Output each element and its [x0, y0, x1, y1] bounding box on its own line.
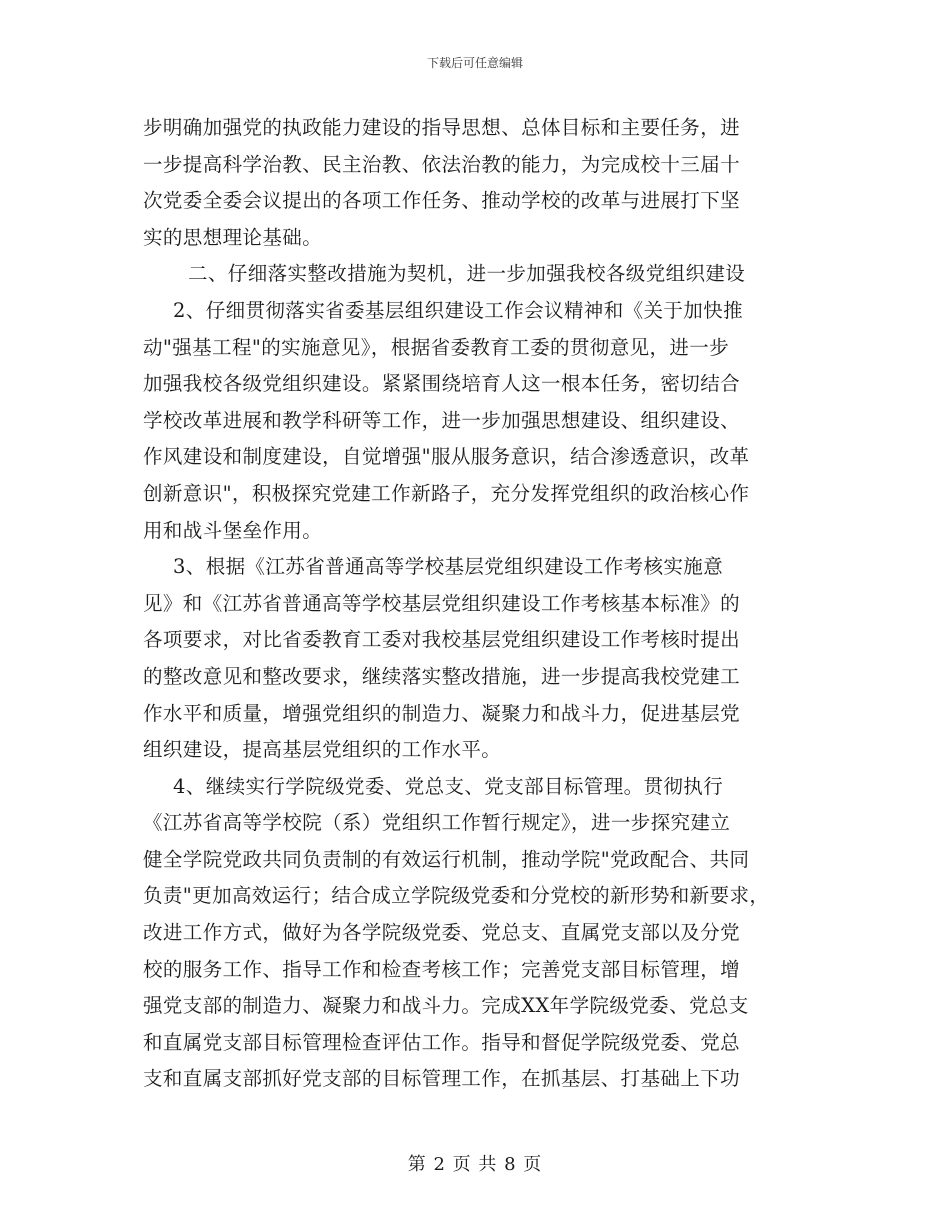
text-line: 次党委全委会议提出的各项工作任务、推动学校的改革与进展打下坚	[143, 189, 741, 213]
text-line: 的整改意见和整改要求，继续落实整改措施，进一步提高我校党建工	[143, 664, 741, 688]
section-heading: 二、仔细落实整改措施为契机，进一步加强我校各级党组织建设	[188, 262, 746, 286]
text-line: 实的思想理论基础。	[143, 225, 323, 249]
text-line: 动"强基工程"的实施意见》，根据省委教育工委的贯彻意见，进一步	[143, 335, 730, 359]
text-line: 和直属党支部目标管理检查评估工作。指导和督促学院级党委、党总	[143, 1030, 741, 1054]
body-text	[143, 110, 823, 1098]
text-line: 3、根据《江苏省普通高等学校基层党组织建设工作考核实施意	[173, 555, 724, 579]
page-number: 第 2 页 共 8 页	[407, 1154, 543, 1175]
text-line: 加强我校各级党组织建设。紧紧围绕培育人这一根本任务，密切结合	[143, 372, 741, 396]
text-line: 见》和《江苏省普通高等学校基层党组织建设工作考核基本标准》的	[143, 591, 741, 615]
text-line: 改进工作方式，做好为各学院级党委、党总支、直属党支部以及分党	[143, 921, 741, 945]
text-line: 各项要求，对比省委教育工委对我校基层党组织建设工作考核时提出	[143, 628, 741, 652]
text-line: 作风建设和制度建设，自觉增强"服从服务意识，结合渗透意识，改革	[143, 445, 750, 469]
text-line: 组织建设，提高基层党组织的工作水平。	[143, 738, 502, 762]
text-line: 强党支部的制造力、凝聚力和战斗力。完成XX年学院级党委、党总支	[143, 994, 749, 1018]
text-line: 负责"更加高效运行；结合成立学院级党委和分党校的新形势和新要求，	[143, 884, 770, 908]
text-line: 步明确加强党的执政能力建设的指导思想、总体目标和主要任务，进	[143, 116, 741, 139]
text-line: 《江苏省高等学校院（系）党组织工作暂行规定》，进一步探究建立	[143, 811, 731, 835]
header-note: 下载后可任意编辑	[426, 56, 523, 70]
text-line: 作水平和质量，增强党组织的制造力、凝聚力和战斗力，促进基层党	[143, 701, 741, 725]
text-line: 一步提高科学治教、民主治教、依法治教的能力，为完成校十三届十	[143, 152, 741, 176]
text-line: 支和直属支部抓好党支部的目标管理工作，在抓基层、打基础上下功	[143, 1067, 741, 1091]
text-line: 健全学院党政共同负责制的有效运行机制，推动学院"党政配合、共同	[143, 847, 750, 871]
text-line: 学校改革进展和教学科研等工作，进一步加强思想建设、组织建设、	[143, 408, 741, 432]
text-line: 创新意识"，积极探究党建工作新路子，充分发挥党组织的政治核心作	[143, 481, 750, 505]
text-line: 用和战斗堡垒作用。	[143, 518, 323, 542]
text-line: 2、仔细贯彻落实省委基层组织建设工作会议精神和《关于加快推	[173, 298, 744, 322]
text-line: 校的服务工作、指导工作和检查考核工作；完善党支部目标管理，增	[143, 957, 741, 981]
text-line: 4、继续实行学院级党委、党总支、党支部目标管理。贯彻执行	[173, 774, 724, 798]
